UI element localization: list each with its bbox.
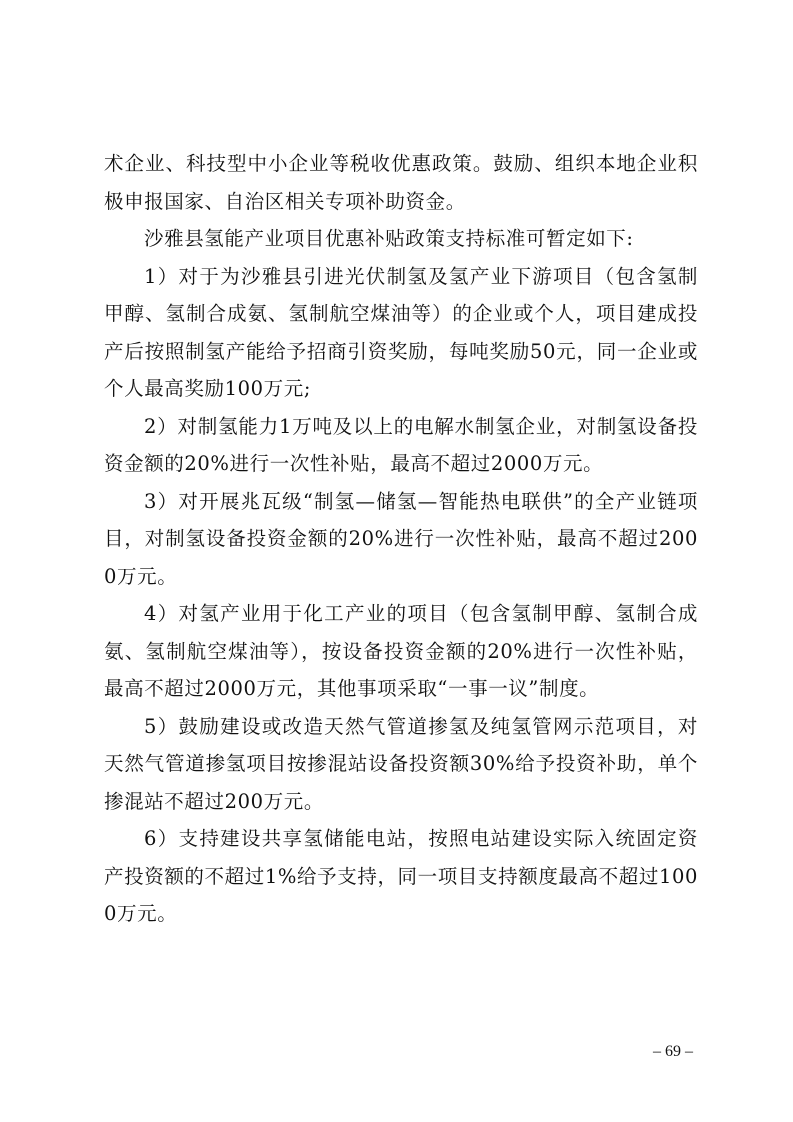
paragraph-item-2: 2）对制氢能力1万吨及以上的电解水制氢企业，对制氢设备投资金额的20%进行一次性补贴，最高不超过2000万元。 — [104, 414, 698, 475]
paragraph-item-1: 1）对于为沙雅县引进光伏制氢及氢产业下游项目（包含氢制甲醇、氢制合成氨、氢制航空煤油等）的企业或个人，项目建成投产后按照制氢产能给予招商引资奖励，每吨奖励50元，同一企业或个人最高奖励100万元; — [104, 264, 698, 400]
paragraph-item-5: 5）鼓励建设或改造天然气管道掺氢及纯氢管网示范项目，对天然气管道掺氢项目按掺混站设备投资额30%给予投资补助，单个掺混站不超过200万元。 — [104, 714, 698, 813]
page-number: – 69 – — [653, 1043, 693, 1060]
document-body — [104, 145, 698, 933]
paragraph-policy-intro: 沙雅县氢能产业项目优惠补贴政策支持标准可暂定如下: — [144, 227, 634, 250]
paragraph-item-6: 6）支持建设共享氢储能电站，按照电站建设实际入统固定资产投资额的不超过1%给予支持，同一项目支持额度最高不超过1000万元。 — [104, 827, 698, 925]
paragraph-continuation: 术企业、科技型中小企业等税收优惠政策。鼓励、组织本地企业积极申报国家、自治区相关专项补助资金。 — [104, 152, 698, 213]
paragraph-item-4: 4）对氢产业用于化工产业的项目（包含氢制甲醇、氢制合成氨、氢制航空煤油等），按设备投资金额的20%进行一次性补贴，最高不超过2000万元，其他事项采取“一事一议”制度。 — [104, 602, 698, 700]
paragraph-item-3: 3）对开展兆瓦级“制氢—储氢—智能热电联供”的全产业链项目，对制氢设备投资金额的20%进行一次性补贴，最高不超过2000万元。 — [104, 489, 698, 588]
